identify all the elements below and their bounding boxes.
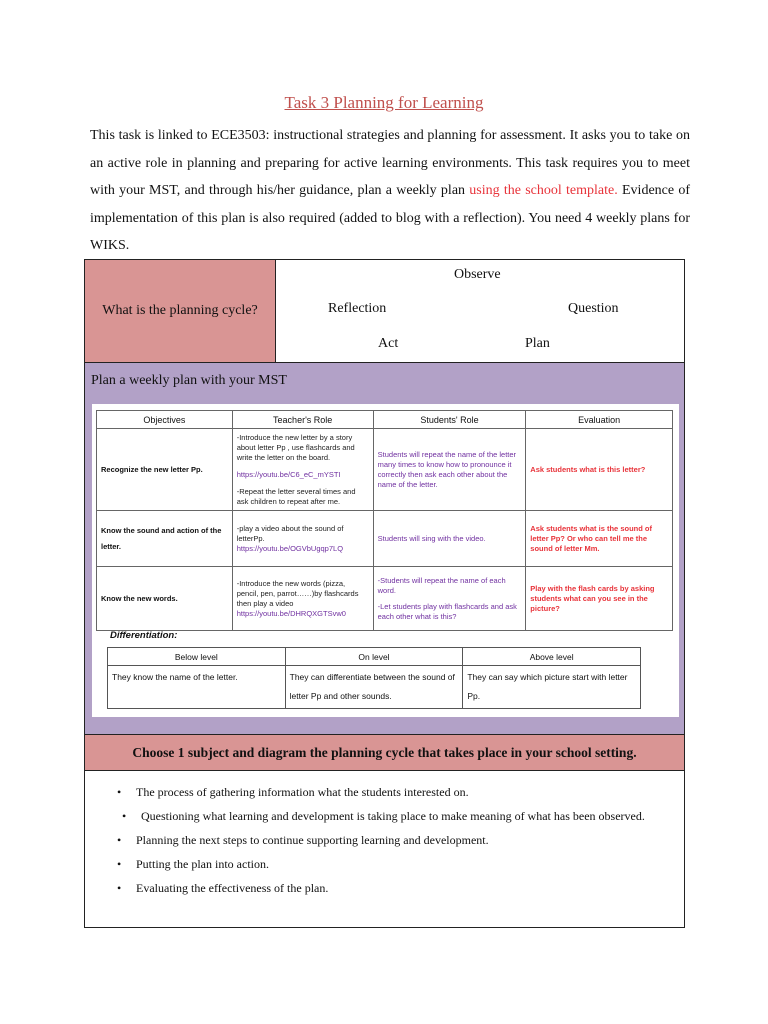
students-role-cell: Students will sing with the video. <box>373 511 526 567</box>
objective-cell: Know the new words. <box>97 567 233 631</box>
objective-cell: Recognize the new letter Pp. <box>97 429 233 511</box>
evaluation-cell: Ask students what is the sound of letter Pp? Or who can tell me the sound of letter Mm. <box>526 511 673 567</box>
below-level-cell: They know the name of the letter. <box>108 666 286 709</box>
intro-text-1: This task is linked to ECE3503: instructional strategies and planning for assessment. It asks you to take on an active role in planning and preparing for active learning environments. This task requires you to meet with your MST, and through his/her guidance, plan a weekly plan <box>90 128 690 198</box>
bullet-icon: • <box>117 785 122 799</box>
intro-paragraph <box>90 122 690 260</box>
page-title: Task 3 Planning for Learning <box>284 93 484 112</box>
students-role-text: -Let students play with flashcards and ask each other what is this? <box>377 601 517 621</box>
list-item <box>85 780 684 804</box>
list-item <box>85 876 684 900</box>
list-item-text: Putting the plan into action. <box>136 857 269 871</box>
bullet-icon: • <box>117 833 122 847</box>
teacher-role-text: -Introduce the new letter by a story about letter Pp , use flashcards and write the letter on the board. <box>236 432 355 462</box>
differentiation-table <box>107 647 641 709</box>
cycle-act: Act <box>378 336 399 351</box>
weekly-plan-table <box>96 410 673 631</box>
differentiation-label: Differentiation: <box>110 630 178 641</box>
list-item <box>85 828 684 852</box>
on-level-cell: They can differentiate between the sound of letter Pp and other sounds. <box>285 666 463 709</box>
teacher-role-cell <box>232 429 373 511</box>
evaluation-cell: Play with the flash cards by asking students what can you see in the picture? <box>526 567 673 631</box>
list-item-text: Evaluating the effectiveness of the plan. <box>136 881 329 895</box>
list-item <box>85 852 684 876</box>
teacher-role-text: -Repeat the letter several times and ask children to repeat after me. <box>236 486 356 506</box>
weekly-plan-heading: Plan a weekly plan with your MST <box>91 373 287 388</box>
list-item-text: Questioning what learning and development is taking place to make meaning of what has been observed. <box>141 809 645 823</box>
teacher-role-text: -Introduce the new words (pizza, pencil, pen, parrot……)by flashcards then play a video <box>236 578 359 608</box>
header-objectives: Objectives <box>97 411 233 429</box>
bullet-icon: • <box>117 881 122 895</box>
planning-cycle-question: What is the planning cycle? <box>85 260 276 363</box>
header-below-level: Below level <box>108 648 286 666</box>
students-role-text: -Students will repeat the name of each word. <box>377 575 506 595</box>
weekly-plan-sheet <box>92 404 679 717</box>
header-on-level: On level <box>285 648 463 666</box>
students-role-cell <box>373 567 526 631</box>
intro-text-2: Evidence of implementation of this plan is also required (added to blog with a reflection). You need 4 weekly plans for WIKS. <box>90 183 690 253</box>
video-link[interactable]: https://youtu.be/C6_eC_mYSTI <box>236 469 341 479</box>
above-level-cell: They can say which picture start with letter Pp. <box>463 666 641 709</box>
cycle-question: Question <box>568 301 619 316</box>
header-above-level: Above level <box>463 648 641 666</box>
weekly-plan-section <box>85 363 684 735</box>
table-row <box>97 567 673 631</box>
bullet-icon: • <box>122 809 127 823</box>
differentiation-header-row <box>108 648 641 666</box>
students-role-cell: Students will repeat the name of the letter many times to know how to pronounce it correctly then ask each other about the name of the letter. <box>373 429 526 511</box>
video-link[interactable]: https://youtu.be/DHRQXGTSvw0 <box>236 608 346 618</box>
plan-header-row <box>97 411 673 429</box>
header-students-role: Students' Role <box>373 411 526 429</box>
school-template-link[interactable]: using the school template. <box>469 183 618 198</box>
cycle-reflection: Reflection <box>328 301 387 316</box>
list-item-text: The process of gathering information what the students interested on. <box>136 785 469 799</box>
table-row <box>97 429 673 511</box>
evaluation-cell: Ask students what is this letter? <box>526 429 673 511</box>
list-item-text: Planning the next steps to continue supporting learning and development. <box>136 833 489 847</box>
planning-cycle-list <box>85 780 684 900</box>
header-teachers-role: Teacher's Role <box>232 411 373 429</box>
table-row <box>97 511 673 567</box>
video-link[interactable]: https://youtu.be/OGVbUgqp7LQ <box>236 543 344 553</box>
planning-cycle-words <box>276 260 684 363</box>
table-row <box>108 666 641 709</box>
teacher-role-cell <box>232 567 373 631</box>
cycle-observe: Observe <box>454 267 501 282</box>
list-item <box>85 804 684 828</box>
teacher-role-cell <box>232 511 373 567</box>
bullet-icon: • <box>117 857 122 871</box>
teacher-role-text: -play a video about the sound of letterPp. <box>236 523 344 543</box>
task-frame <box>84 259 685 928</box>
header-evaluation: Evaluation <box>526 411 673 429</box>
cycle-plan: Plan <box>525 336 550 351</box>
choose-subject-heading: Choose 1 subject and diagram the planning cycle that takes place in your school setting. <box>85 735 684 771</box>
objective-cell: Know the sound and action of the letter. <box>97 511 233 567</box>
